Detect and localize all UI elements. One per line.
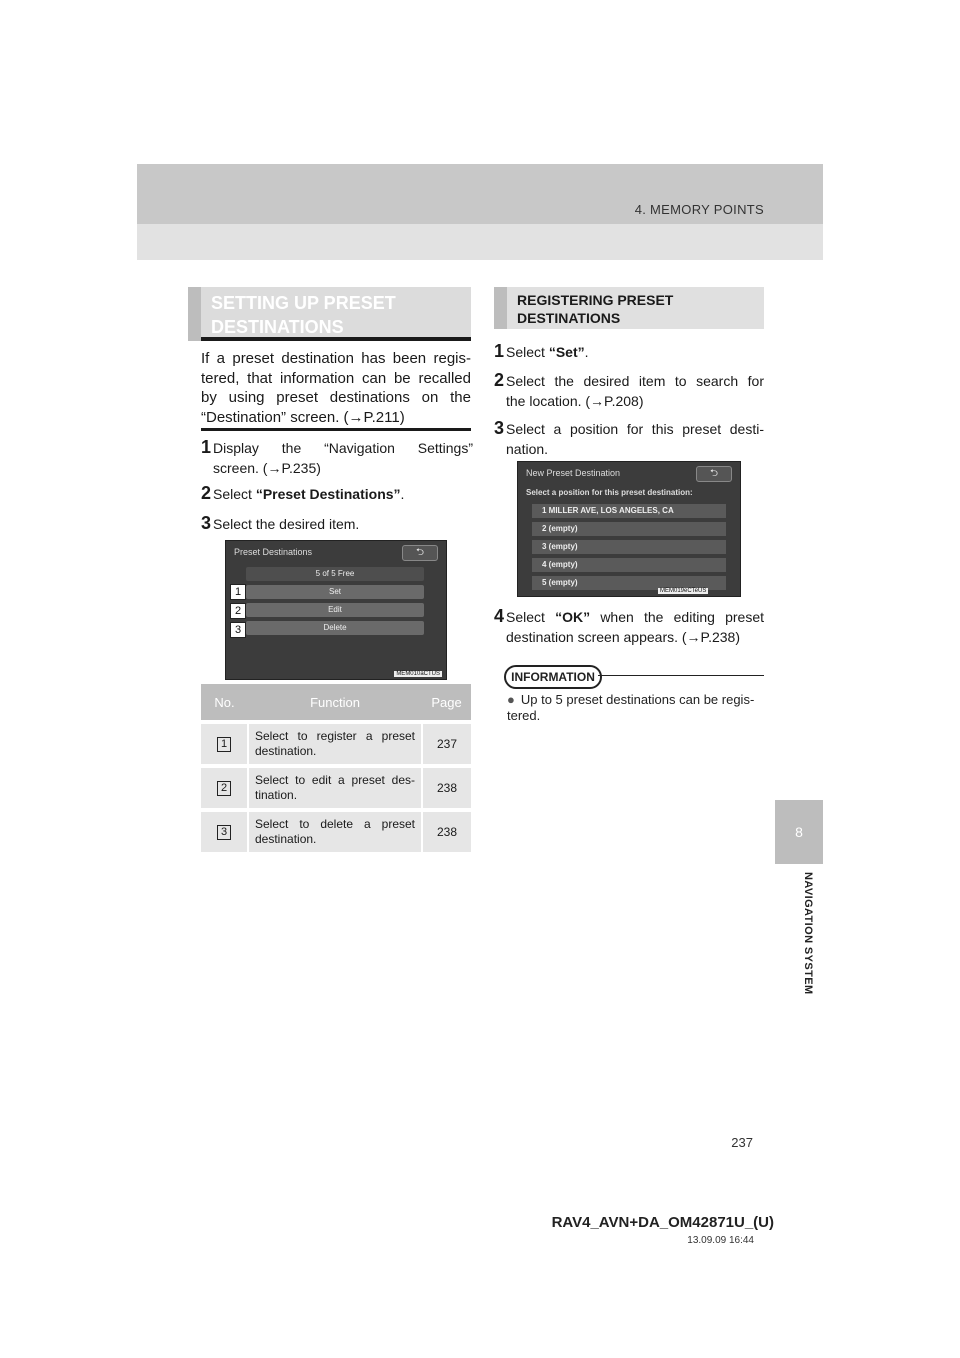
row-function: Select to edit a preset des-tination. [248, 766, 422, 810]
right-step-1 [494, 341, 764, 362]
col-page: Page [422, 684, 471, 722]
step-text-post: . [584, 344, 589, 360]
step-text: Select the desired item. [213, 516, 360, 532]
row-function: Select to register a preset destination. [248, 722, 422, 766]
preset-slot-1[interactable]: 1 MILLER AVE, LOS ANGELES, CA [532, 504, 726, 518]
table-row [201, 810, 471, 852]
information-badge: INFORMATION [504, 665, 602, 689]
set-button[interactable]: Set [246, 585, 424, 599]
delete-button[interactable]: Delete [246, 621, 424, 635]
left-step-1 [201, 437, 473, 478]
right-section-heading: REGISTERING PRESET DESTINATIONS [507, 287, 764, 329]
step-text-line2: destination screen appears. (→P.238) [506, 629, 740, 645]
preset-slot-5[interactable]: 5 (empty) [532, 576, 726, 590]
screen-prompt: Select a position for this preset destination: [526, 488, 693, 497]
step-bold: “Set” [548, 344, 585, 360]
left-step-3 [201, 513, 473, 534]
step-text-post: when the editing preset [590, 609, 764, 625]
back-arrow-icon[interactable]: ⮌ [696, 466, 732, 482]
information-bullet-text: Up to 5 preset destinations can be regis-tered. [507, 692, 755, 723]
row-number-box: 1 [217, 737, 231, 752]
information-rule [598, 675, 764, 676]
row-page: 238 [422, 810, 471, 852]
step-text: Select a position for this preset desti- [506, 421, 764, 437]
preset-slot-4[interactable]: 4 (empty) [532, 558, 726, 572]
right-step-4 [494, 606, 764, 647]
step-number: 4 [494, 606, 505, 626]
heading-marker [494, 287, 507, 329]
intro-paragraph: If a preset destination has been regis-tered, that information can be recalled by using preset destinations on the “Destination” screen. (→P.211) [201, 345, 471, 431]
image-code: MEM010aCTUS [396, 671, 440, 677]
chapter-tab-label: NAVIGATION SYSTEM [802, 872, 814, 995]
new-preset-destination-screenshot [517, 461, 741, 597]
heading-marker [188, 287, 201, 341]
step-text: Display the “Navigation Settings” [213, 440, 473, 456]
step-bold: “Preset Destinations” [255, 486, 401, 502]
step-number: 3 [494, 418, 505, 438]
step-text-line2: the location. (→P.208) [506, 393, 644, 409]
row-no [201, 810, 248, 852]
step-text-line2: nation. [506, 441, 549, 457]
step-bold: “OK” [555, 609, 591, 625]
callout-1: 1 [230, 584, 246, 600]
row-number-box: 2 [217, 781, 231, 796]
step-text: Select [213, 486, 256, 502]
row-number-box: 3 [217, 825, 231, 840]
step-text-post: . [400, 486, 405, 502]
table-header-row [201, 684, 471, 722]
right-step-2 [494, 370, 764, 411]
back-arrow-icon[interactable]: ⮌ [402, 545, 438, 561]
step-text: Select the desired item to search for [506, 373, 764, 389]
callout-2: 2 [230, 603, 246, 619]
screen-title: New Preset Destination [526, 468, 621, 478]
right-step-3 [494, 418, 764, 459]
left-heading-text: SETTING UP PRESET DESTINATIONS [211, 293, 396, 337]
table-row [201, 722, 471, 766]
step-text-line2: screen. (→P.235) [213, 460, 321, 476]
left-section-heading [201, 287, 471, 341]
step-text: Select [506, 609, 556, 625]
step-number: 3 [201, 513, 212, 533]
step-number: 1 [201, 437, 212, 457]
section-title: 4. MEMORY POINTS [634, 202, 764, 217]
step-number: 2 [494, 370, 505, 390]
step-number: 1 [494, 341, 505, 361]
callout-3: 3 [230, 622, 246, 638]
free-count-label: 5 of 5 Free [246, 567, 424, 581]
row-page: 238 [422, 766, 471, 810]
edit-button[interactable]: Edit [246, 603, 424, 617]
row-no [201, 766, 248, 810]
header-subband [137, 224, 823, 260]
left-step-2 [201, 483, 473, 504]
step-number: 2 [201, 483, 212, 503]
bullet-icon: ● [507, 692, 515, 707]
row-function: Select to delete a preset destination. [248, 810, 422, 852]
print-timestamp: 13.09.09 16:44 [687, 1235, 754, 1246]
chapter-tab-number: 8 [775, 800, 823, 864]
table-row [201, 766, 471, 810]
page-number: 237 [731, 1135, 753, 1150]
preset-destinations-screenshot [225, 540, 447, 680]
function-table [201, 684, 471, 852]
preset-slot-3[interactable]: 3 (empty) [532, 540, 726, 554]
information-text [507, 692, 763, 724]
document-code: RAV4_AVN+DA_OM42871U_(U) [551, 1214, 774, 1231]
col-function: Function [248, 684, 422, 722]
step-text: Select [506, 344, 549, 360]
image-code: MEM019eCTeUS [660, 588, 707, 594]
screen-title: Preset Destinations [234, 547, 313, 557]
row-no [201, 722, 248, 766]
col-no: No. [201, 684, 248, 722]
preset-slot-2[interactable]: 2 (empty) [532, 522, 726, 536]
row-page: 237 [422, 722, 471, 766]
